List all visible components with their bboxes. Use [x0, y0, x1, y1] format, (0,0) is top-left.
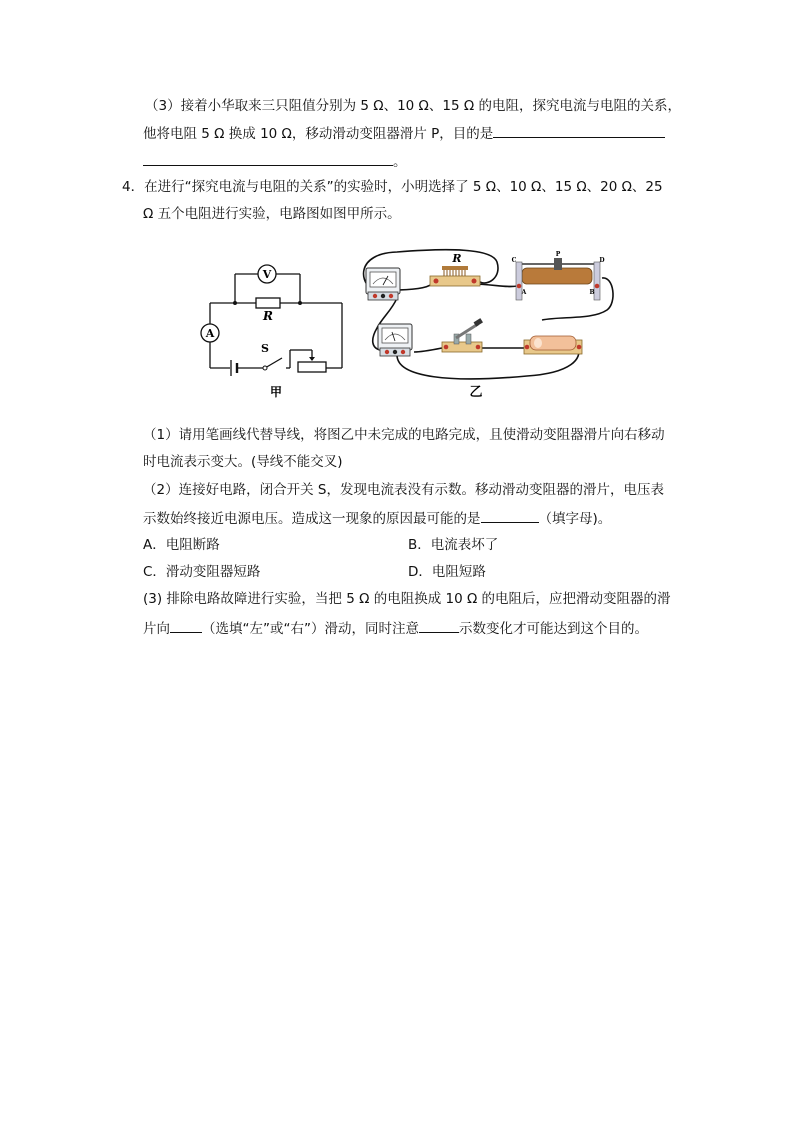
q4-stem-line2: Ω 五个电阻进行实验，电路图如图甲所示。 — [143, 206, 401, 222]
figure-yi-label: 乙 — [469, 385, 483, 400]
q4-sub3-line1: (3) 排除电路故障进行实验，当把 5 Ω 的电阻换成 10 Ω 的电阻后，应把滑动变阻器的滑 — [143, 591, 671, 607]
q4-sub3-text-a: 片向 — [143, 621, 170, 637]
q4-sub2-text-b: （填字母)。 — [538, 511, 612, 527]
prev-q3-line1: （3）接着小华取来三只阻值分别为 5 Ω、10 Ω、15 Ω 的电阻，探究电流与电阻的关系， — [145, 98, 681, 114]
circuit-diagram-jia — [190, 250, 355, 400]
switch-label: S — [261, 342, 269, 355]
option-a[interactable]: A．电阻断路 — [143, 537, 220, 553]
option-c[interactable]: C．滑动变阻器短路 — [143, 564, 261, 580]
rheostat-slider-p: P — [555, 251, 561, 258]
q4-stem-line1 — [122, 177, 663, 197]
q4-stem-text1: 在进行“探究电流与电阻的关系”的实验时，小明选择了 5 Ω、10 Ω、15 Ω、20 Ω、25 — [144, 179, 663, 195]
prev-q3-line3 — [143, 150, 407, 172]
q4-sub2-line1: （2）连接好电路，闭合开关 S，发现电流表没有示数。移动滑动变阻器的滑片，电压表 — [143, 482, 664, 498]
yi-resistor-label: R — [452, 252, 462, 265]
voltmeter-label: V — [262, 268, 272, 281]
answer-blank-meter[interactable] — [419, 617, 459, 633]
rheostat-terminal-b: B — [589, 289, 595, 296]
q4-sub3-line2 — [143, 617, 648, 639]
ammeter-label: A — [205, 327, 215, 340]
q4-sub2-line2 — [143, 507, 611, 529]
answer-blank-purpose-2[interactable] — [143, 150, 393, 166]
q4-sub2-text-a: 示数始终接近电源电压。造成这一现象的原因最可能的是 — [143, 511, 481, 527]
rheostat-terminal-c: C — [511, 257, 517, 264]
figure-jia-label: 甲 — [269, 385, 283, 399]
q4-number: 4． — [122, 179, 145, 195]
prev-q3-line2-text: 他将电阻 5 Ω 换成 10 Ω，移动滑动变阻器滑片 P，目的是 — [143, 126, 494, 142]
apparatus-diagram-yi — [352, 248, 624, 400]
q4-sub3-text-b: （选填“左”或“右”）滑动，同时注意 — [202, 621, 419, 637]
q4-sub3-text-c: 示数变化才可能达到这个目的。 — [458, 621, 648, 637]
q4-sub1-line1: （1）请用笔画线代替导线，将图乙中未完成的电路完成，且使滑动变阻器滑片向右移动 — [143, 427, 665, 443]
resistor-label: R — [263, 309, 273, 323]
rheostat-terminal-d: D — [599, 257, 605, 264]
answer-blank-choice[interactable] — [481, 507, 539, 523]
prev-q3-line2 — [143, 122, 665, 144]
prev-q3-period: 。 — [393, 154, 407, 170]
q4-sub1-line2: 时电流表示变大。(导线不能交叉) — [143, 454, 343, 470]
option-d[interactable]: D．电阻短路 — [408, 564, 486, 580]
answer-blank-direction[interactable] — [170, 617, 202, 633]
rheostat-terminal-a: A — [521, 289, 527, 296]
option-b[interactable]: B．电流表坏了 — [408, 537, 499, 553]
answer-blank-purpose-1[interactable] — [493, 122, 665, 138]
